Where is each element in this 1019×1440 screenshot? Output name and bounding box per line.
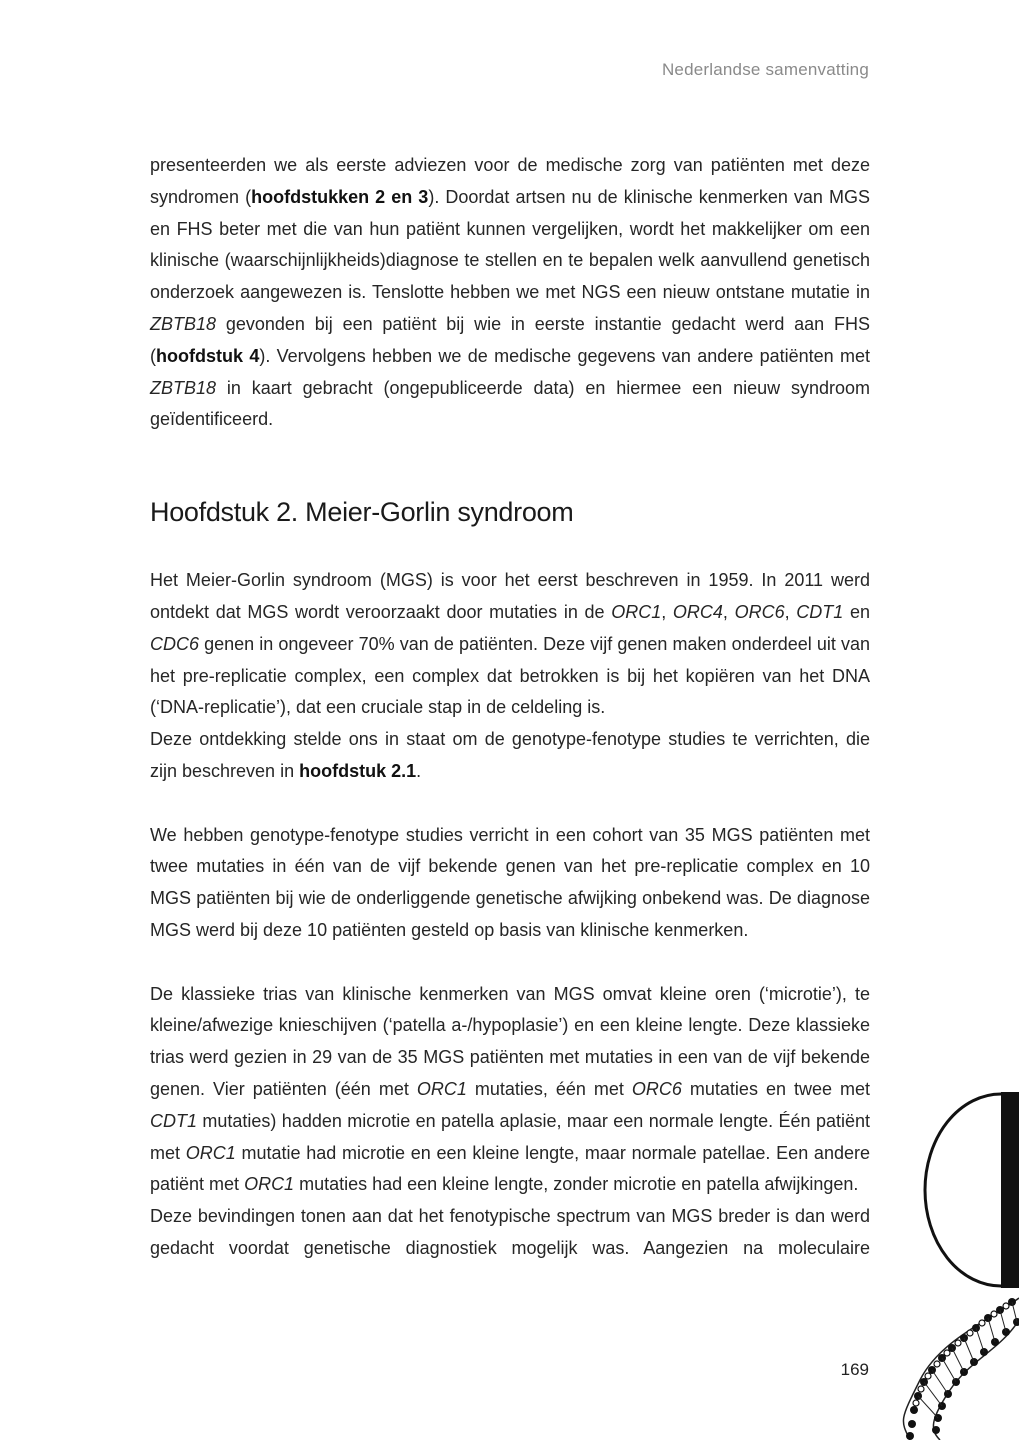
bold-reference: hoofdstukken 2 en 3 xyxy=(251,186,429,207)
gene-name: ZBTB18 xyxy=(150,377,217,398)
gene-name: ORC1 xyxy=(244,1174,295,1195)
gene-name: ORC6 xyxy=(631,1078,682,1099)
text-run: Deze bevindingen tonen aan dat het fenotypische spectrum van MGS breder is dan werd gedacht voordat genetische diagnostiek mogelijk was. Aangezien na moleculaire xyxy=(150,1206,870,1258)
text-run: mutatie had microtie en een kleine lengte, maar normale patellae. Een andere patiënt met xyxy=(150,1142,870,1195)
gene-name: CDT1 xyxy=(150,1110,198,1131)
paragraph-cohort xyxy=(150,820,870,947)
text-run: gevonden bij een patiënt bij wie in eerste instantie gedacht werd aan FHS ( xyxy=(150,313,870,366)
gene-name: ORC1 xyxy=(611,601,662,622)
text-run: , xyxy=(661,601,673,622)
text-run: mutaties en twee met xyxy=(681,1078,870,1099)
chapter-heading: Hoofdstuk 2. Meier-Gorlin syndroom xyxy=(150,497,574,528)
gene-name: CDC6 xyxy=(150,633,200,654)
dna-helix-icon xyxy=(880,1290,1019,1440)
page-number: 169 xyxy=(840,1360,869,1379)
half-circle-tab-icon xyxy=(923,1092,1019,1288)
text-run: mutaties, één met xyxy=(466,1078,632,1099)
paragraph-trias xyxy=(150,979,870,1202)
gene-name: ORC6 xyxy=(734,601,785,622)
intro-paragraph xyxy=(150,150,870,436)
paragraph-mgs-intro xyxy=(150,565,870,724)
text-run: Het Meier-Gorlin syndroom (MGS) is voor het eerst beschreven in 1959. In 2011 werd ontdekt dat MGS wordt veroorzaakt door mutaties in de xyxy=(150,570,870,622)
text-run: ). Vervolgens hebben we de medische gegevens van andere patiënten met xyxy=(259,345,870,366)
text-run: We hebben genotype-fenotype studies verricht in een cohort van 35 MGS patiënten met twee mutaties in één van de vijf bekende genen van het pre-replicatie complex en 10 MGS patiënten bij wie de onderliggende genetische afwijking onbekend was. De diagnose MGS werd bij deze 10 patiënten gesteld op basis van klinische kenmerken. xyxy=(150,824,870,940)
text-run: mutaties had een kleine lengte, zonder microtie en patella afwijkingen. xyxy=(294,1174,859,1195)
paragraph-discovery xyxy=(150,724,870,788)
text-run: mutaties) hadden microtie en patella aplasie, maar een normale lengte. Één patiënt met xyxy=(150,1110,870,1163)
text-run: . xyxy=(416,760,422,781)
bold-reference: hoofdstuk 2.1 xyxy=(299,760,417,781)
text-run: en xyxy=(843,601,870,622)
text-run: , xyxy=(722,601,735,622)
gene-name: ORC1 xyxy=(185,1142,236,1163)
text-run: genen in ongeveer 70% van de patiënten. Deze vijf genen maken onderdeel uit van het pre-replicatie complex, een complex dat betrokken is bij het kopiëren van het DNA (‘DNA-replicatie’), dat een cruciale stap in de celdeling is. xyxy=(150,633,870,718)
text-run: De klassieke trias van klinische kenmerken van MGS omvat kleine oren (‘microtie’), te kleine/afwezige knieschijven (‘patella a-/hypoplasie’) en een kleine lengte. Deze klassieke trias werd gezien in 29 van de 35 MGS patiënten met mutaties in een van de vijf bekende genen. Vier patiënten (één met xyxy=(150,983,870,1099)
running-head: Nederlandse samenvatting xyxy=(661,60,869,79)
gene-name: ZBTB18 xyxy=(150,313,217,334)
gene-name: CDT1 xyxy=(796,601,844,622)
bold-reference: hoofdstuk 4 xyxy=(156,345,260,366)
text-run: , xyxy=(784,601,797,622)
text-run: in kaart gebracht (ongepubliceerde data) en hiermee een nieuw syndroom geïdentificeerd. xyxy=(150,377,870,430)
gene-name: ORC1 xyxy=(416,1078,467,1099)
text-run: Deze ontdekking stelde ons in staat om de genotype-fenotype studies te verrichten, die zijn beschreven in xyxy=(150,729,870,781)
page-body xyxy=(150,150,870,1265)
text-run: ). Doordat artsen nu de klinische kenmerken van MGS en FHS beter met die van hun patiënt kunnen vergelijken, wordt het makkelijker om een klinische (waarschijnlijkheids)diagnose te stellen en te bepalen welk aanvullend genetisch onderzoek aangewezen is. Tenslotte hebben we met NGS een nieuw ontstane mutatie in xyxy=(150,186,870,303)
paragraph-findings xyxy=(150,1201,870,1265)
text-run: presenteerden we als eerste adviezen voor de medische zorg van patiënten met deze syndromen ( xyxy=(150,155,870,207)
gene-name: ORC4 xyxy=(672,601,723,622)
